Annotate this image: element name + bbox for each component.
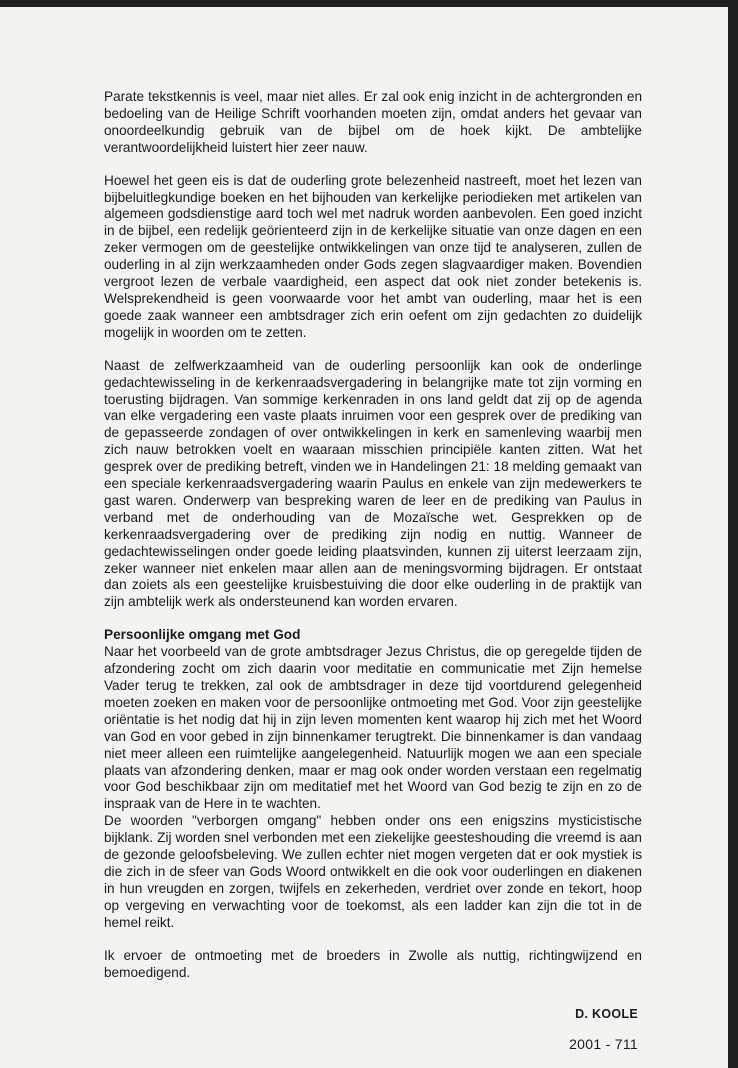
- scan-border-top: [0, 0, 738, 7]
- article-body: [104, 89, 642, 997]
- paragraph: Hoewel het geen eis is dat de ouderling grote belezenheid nastreeft, moet het lezen van bijbeluitlegkundige boeken en het bijhouden van kerkelijke periodieken met artikelen van algemeen godsdienstige aard toch wel met nadruk worden aanbevolen. Een goed inzicht in de bijbel, een redelijk geörienteerd zijn in de kerkelijke situatie van onze dagen en een zeker vermogen om de geestelijke ontwikkelingen van onze tijd te analyseren, zullen de ouderling in al zijn werkzaamheden onder Gods zegen slagvaardiger maken. Bovendien vergroot lezen de verbale vaardigheid, een aspect dat ook niet zonder betekenis is. Welsprekendheid is geen voorwaarde voor het ambt van ouderling, maar het is een goede zaak wanneer een ambtsdrager zich erin oefent om zijn gedachten zo duidelijk mogelijk in woorden om te zetten.: [104, 172, 642, 340]
- paragraph: De woorden "verborgen omgang" hebben onder ons een enigszins mysticistische bijklank. Zij worden snel verbonden met een ziekelijke geesteshouding die vreemd is aan de gezonde geloofsbeleving. We zullen echter niet mogen vergeten dat er ook mystiek is die zich in de sfeer van Gods Woord ontwikkelt en die ook voor ouderlingen en diakenen in hun vreugden en zorgen, twijfels en zekerheden, verdriet over zonde en tekort, hoop op vergeving en verwachting voor de toekomst, als een ladder kan zijn die tot in de hemel reikt.: [104, 813, 642, 930]
- section-heading: Persoonlijke omgang met God: [104, 627, 301, 643]
- paragraph: Ik ervoer de ontmoeting met de broeders in Zwolle als nuttig, richtingwijzend en bemoedigend.: [104, 947, 642, 980]
- page-number: 2001 - 711: [569, 1036, 638, 1052]
- scan-border-right: [728, 0, 738, 1068]
- author-signature: D. KOOLE: [575, 1007, 638, 1021]
- paragraph: Naast de zelfwerkzaamheid van de ouderling persoonlijk kan ook de onderlinge gedachtewisseling in de kerkenraadsvergadering in belangrijke mate tot zijn vorming en toerusting bijdragen. Van sommige kerkenraden in ons land geldt dat zij op de agenda van elke vergadering een vaste plaats inruimen voor een gesprek over de prediking van de gepasseerde zondagen of over ontwikkelingen in kerk en samenleving waarbij men zich nauw betrokken voelt en waaraan misschien principiële kanten zitten. Wat het gesprek over de prediking betreft, vinden we in Handelingen 21: 18 melding gemaakt van een speciale kerkenraadsvergadering waarin Paulus en enkele van zijn medewerkers te gast waren. Onderwerp van bespreking waren de leer en de prediking van Paulus in verband met de onderhouding van de Mozaïsche wet. Gesprekken op de kerkenraadsvergadering over de prediking zijn nodig en nuttig. Wanneer de gedachtewisselingen onder goede leiding plaatsvinden, kunnen zij uiterst leerzaam zijn, zeker wanneer niet enkelen maar allen aan de meningsvorming bijdragen. Er ontstaat dan zoiets als een geestelijke kruisbestuiving die door elke ouderling in de praktijk van zijn ambtelijk werk als ondersteunend kan worden ervaren.: [104, 357, 642, 610]
- paragraph: Naar het voorbeeld van de grote ambtsdrager Jezus Christus, die op geregelde tijden de afzondering zocht om zich daarin voor meditatie en communicatie met Zijn hemelse Vader terug te trekken, zal ook de ambtsdrager in deze tijd voortdurend gelegenheid moeten zoeken en maken voor de persoonlijke ontmoeting met God. Voor zijn geestelijke oriëntatie is het nodig dat hij in zijn leven momenten kent waarop hij zich met het Woord van God en voor gebed in zijn binnenkamer terugtrekt. Die binnenkamer is dan vandaag niet meer alleen een ruimtelijke aangelegenheid. Natuurlijk mogen we aan een speciale plaats van afzondering denken, maar er mag ook onder worden verstaan een regelmatig voor God beschikbaar zijn om meditatief met het Woord van God bezig te zijn en zo de inspraak van de Here in te wachten.: [104, 644, 642, 812]
- document-page: [0, 7, 728, 1068]
- paragraph: Parate tekstkennis is veel, maar niet alles. Er zal ook enig inzicht in de achtergronden en bedoeling van de Heilige Schrift voorhanden moeten zijn, omdat anders het gevaar van onoordeelkundig gebruik van de bijbel om de hoek kijkt. De ambtelijke verantwoordelijkheid luistert hier zeer nauw.: [104, 89, 642, 155]
